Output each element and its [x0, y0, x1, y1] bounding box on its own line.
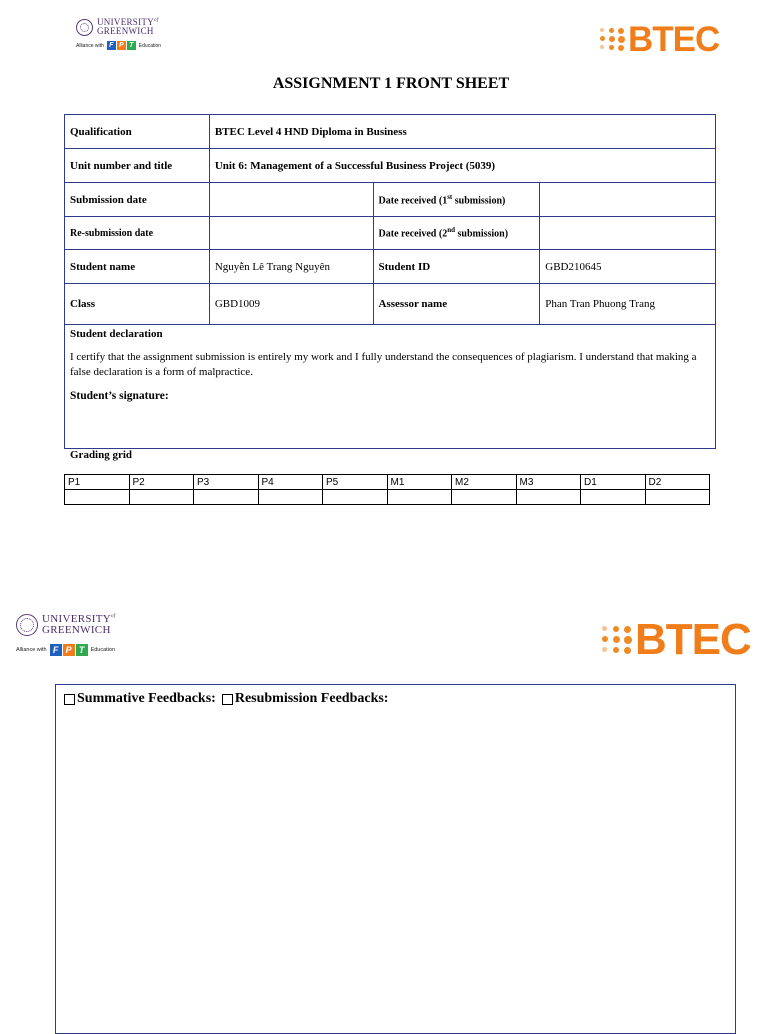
table-row: [65, 183, 716, 217]
submission-date-value[interactable]: [209, 183, 373, 217]
summative-feedback-label: Summative Feedbacks:: [77, 691, 216, 706]
grade-header-m1: M1: [387, 475, 452, 490]
greenwich-crest-icon: [76, 19, 93, 36]
grade-header-m3: M3: [516, 475, 581, 490]
fpt-letter-t: T: [127, 41, 136, 50]
university-line1: UNIVERSITY: [42, 613, 111, 625]
fpt-letter-p: P: [117, 41, 126, 50]
grade-value-d2[interactable]: [645, 490, 710, 505]
btec-wordmark: BTEC: [635, 615, 751, 664]
grade-header-p3: P3: [194, 475, 259, 490]
university-line2: GREENWICH: [97, 26, 154, 36]
grade-value-p4[interactable]: [258, 490, 323, 505]
table-row: [65, 284, 716, 325]
declaration-text: I certify that the assignment submission is entirely my work and I fully understand the consequences of plagiarism. I understand that making a false declaration is a form of malpractice.: [70, 351, 697, 378]
unit-label: Unit number and title: [65, 149, 210, 183]
qualification-value: BTEC Level 4 HND Diploma in Business: [209, 115, 715, 149]
grade-header-p2: P2: [129, 475, 194, 490]
grading-value-row: [65, 490, 710, 505]
fpt-letter-p: P: [63, 644, 75, 656]
signature-label: Student’s signature:: [70, 389, 169, 402]
grade-value-m3[interactable]: [516, 490, 581, 505]
btec-dots-icon: [602, 626, 632, 654]
university-line2: GREENWICH: [42, 624, 111, 636]
university-of-greenwich-logo: [16, 614, 116, 656]
btec-wordmark: BTEC: [628, 20, 720, 59]
grade-header-d2: D2: [645, 475, 710, 490]
fpt-letter-f: F: [50, 644, 62, 656]
feedback-header: [56, 685, 735, 713]
student-declaration-section: [64, 324, 716, 449]
unit-value: Unit 6: Management of a Successful Business Project (5039): [209, 149, 715, 183]
date-received-2-value[interactable]: [540, 217, 716, 250]
class-label: Class: [65, 284, 210, 325]
alliance-prefix: Alliance with: [16, 647, 47, 653]
grade-value-p3[interactable]: [194, 490, 259, 505]
fpt-logo-icon: [107, 41, 136, 50]
declaration-heading: Student declaration: [70, 328, 163, 340]
university-line1: UNIVERSITY: [97, 17, 154, 27]
resubmission-date-value[interactable]: [209, 217, 373, 250]
grade-value-p5[interactable]: [323, 490, 388, 505]
summative-checkbox-icon[interactable]: [64, 694, 75, 705]
fpt-alliance: [76, 41, 161, 50]
fpt-alliance: [16, 644, 116, 656]
qualification-label: Qualification: [65, 115, 210, 149]
fpt-logo-icon: [50, 644, 88, 656]
grade-value-m2[interactable]: [452, 490, 517, 505]
front-sheet-table: [64, 114, 716, 325]
assessor-value[interactable]: Phan Tran Phuong Trang: [540, 284, 716, 325]
resubmission-date-label: Re-submission date: [65, 217, 210, 250]
resubmission-checkbox-icon[interactable]: [222, 694, 233, 705]
grade-value-p2[interactable]: [129, 490, 194, 505]
table-row: [65, 149, 716, 183]
student-id-value[interactable]: GBD210645: [540, 250, 716, 284]
class-value[interactable]: GBD1009: [209, 284, 373, 325]
date-received-1-label: Date received (1st submission): [373, 183, 540, 217]
grade-header-p5: P5: [323, 475, 388, 490]
alliance-suffix: Education: [90, 647, 116, 653]
grade-value-p1[interactable]: [65, 490, 130, 505]
feedback-box[interactable]: [55, 684, 736, 1034]
btec-dots-icon: [600, 28, 625, 51]
fpt-letter-t: T: [76, 644, 88, 656]
table-row: [65, 250, 716, 284]
university-of: of: [111, 614, 116, 619]
grade-header-p4: P4: [258, 475, 323, 490]
student-name-label: Student name: [65, 250, 210, 284]
btec-logo: [600, 22, 719, 57]
university-of: of: [154, 18, 159, 23]
date-received-1-value[interactable]: [540, 183, 716, 217]
table-row: [65, 217, 716, 250]
grade-header-m2: M2: [452, 475, 517, 490]
assessor-label: Assessor name: [373, 284, 540, 325]
grading-grid-table: [64, 474, 710, 505]
date-received-2-label: Date received (2nd submission): [373, 217, 540, 250]
fpt-letter-f: F: [107, 41, 116, 50]
page-title: ASSIGNMENT 1 FRONT SHEET: [272, 75, 510, 92]
alliance-prefix: Alliance with: [76, 42, 104, 49]
submission-date-label: Submission date: [65, 183, 210, 217]
table-row: [65, 115, 716, 149]
grade-value-d1[interactable]: [581, 490, 646, 505]
grade-value-m1[interactable]: [387, 490, 452, 505]
greenwich-crest-icon: [16, 614, 38, 636]
grade-header-d1: D1: [581, 475, 646, 490]
grading-header-row: [65, 475, 710, 490]
grading-grid-label: Grading grid: [70, 449, 133, 461]
student-name-value[interactable]: Nguyễn Lê Trang Nguyên: [209, 250, 373, 284]
student-id-label: Student ID: [373, 250, 540, 284]
grade-header-p1: P1: [65, 475, 130, 490]
resubmission-feedback-label: Resubmission Feedbacks:: [234, 691, 389, 706]
alliance-suffix: Education: [138, 42, 162, 49]
btec-logo: [602, 617, 751, 663]
university-of-greenwich-logo: [76, 18, 161, 50]
